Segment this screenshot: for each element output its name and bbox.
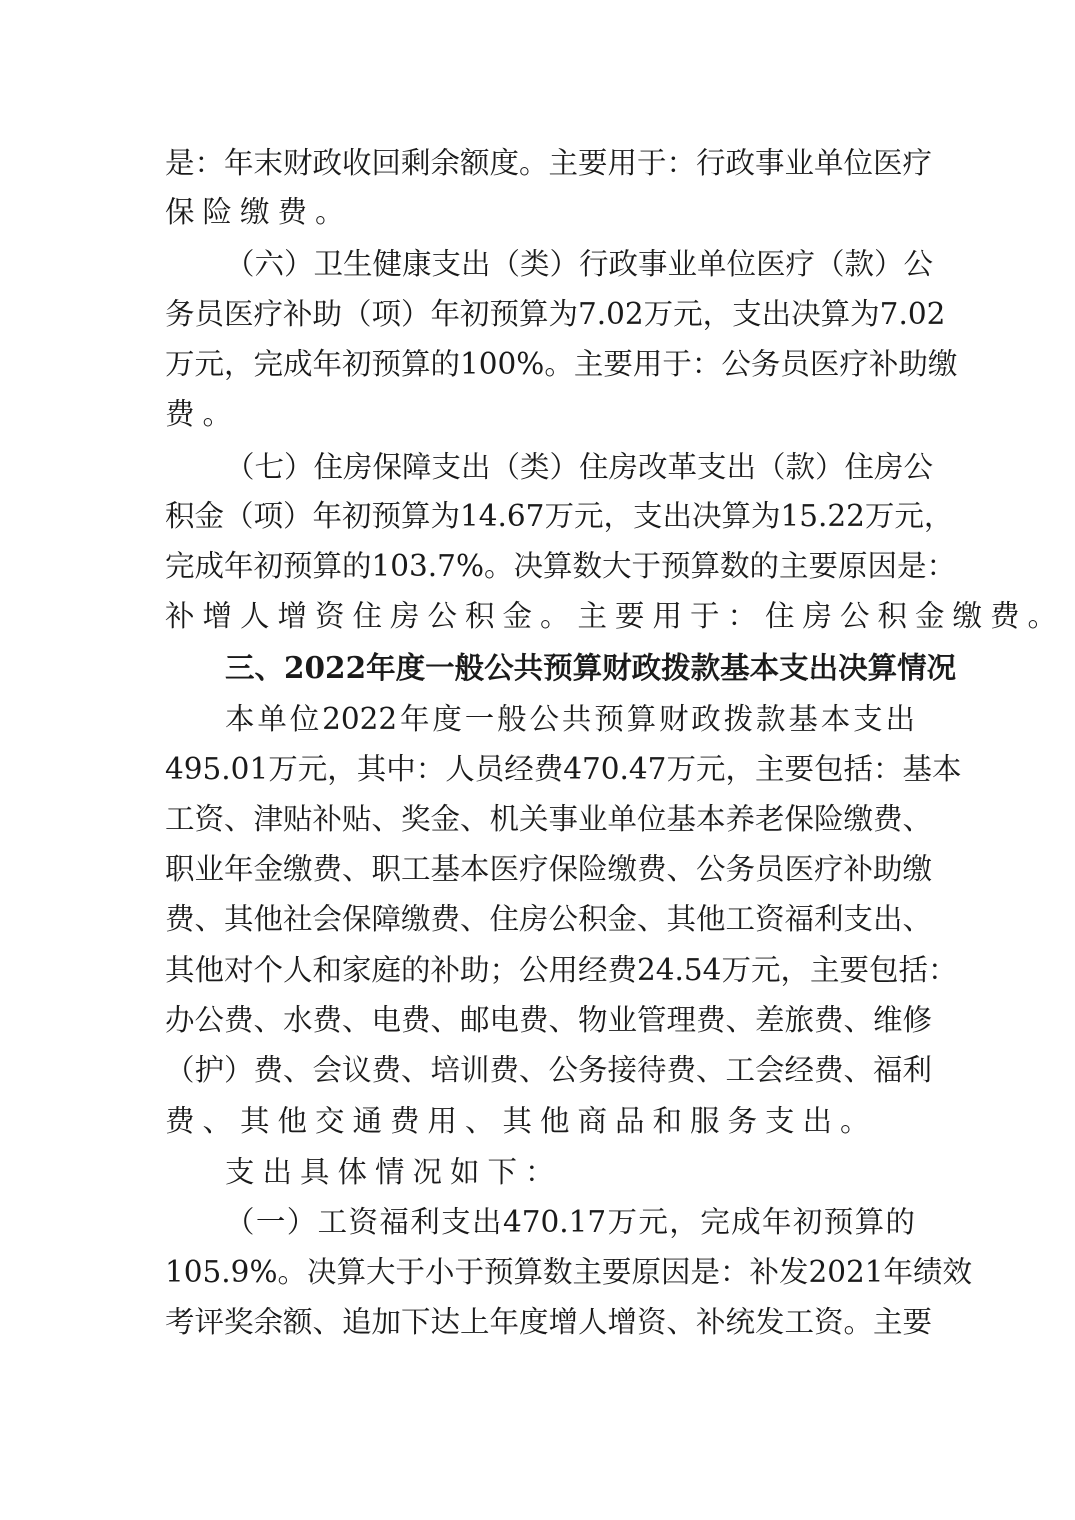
text-line: 工资、津贴补贴、奖金、机关事业单位基本养老保险缴费、: [165, 802, 933, 836]
text-line: （六）卫生健康支出（类）行政事业单位医疗（款）公: [225, 247, 934, 281]
text-line: （护）费、会议费、培训费、公务接待费、工会经费、福利: [165, 1053, 933, 1087]
text-line: 职业年金缴费、职工基本医疗保险缴费、公务员医疗补助缴: [165, 852, 933, 886]
section-heading: 三、2022年度一般公共预算财政拨款基本支出决算情况: [225, 650, 957, 685]
text-line: 完成年初预算的103.7%。决算数大于预算数的主要原因是：: [165, 549, 956, 583]
text-line: 办公费、水费、电费、邮电费、物业管理费、差旅费、维修: [165, 1003, 933, 1037]
text-line: （一）工资福利支出470.17万元，完成年初预算的: [225, 1205, 915, 1239]
text-line: 保险缴费。: [165, 195, 353, 229]
text-line: 考评奖余额、追加下达上年度增人增资、补统发工资。主要: [165, 1305, 933, 1339]
text-line: （七）住房保障支出（类）住房改革支出（款）住房公: [225, 450, 934, 484]
text-line: 补增人增资住房公积金。主要用于：住房公积金缴费。: [165, 599, 1066, 633]
text-line: 费、其他交通费用、其他商品和服务支出。: [165, 1104, 878, 1138]
text-line: 务员医疗补助（项）年初预算为7.02万元，支出决算为7.02: [165, 297, 946, 331]
text-line: 积金（项）年初预算为14.67万元，支出决算为15.22万元，: [165, 499, 954, 533]
text-line: 495.01万元，其中：人员经费470.47万元，主要包括：基本: [165, 752, 962, 786]
text-line: 费。: [165, 397, 241, 431]
text-line: 万元，完成年初预算的100%。主要用于：公务员医疗补助缴: [165, 347, 958, 381]
text-line: 105.9%。决算大于小于预算数主要原因是：补发2021年绩效: [165, 1255, 973, 1289]
text-line: 是：年末财政收回剩余额度。主要用于：行政事业单位医疗: [165, 146, 933, 180]
text-line: 本单位2022年度一般公共预算财政拨款基本支出: [225, 702, 915, 736]
text-line: 费、其他社会保障缴费、住房公积金、其他工资福利支出、: [165, 902, 933, 936]
text-line: 支出具体情况如下：: [225, 1155, 563, 1189]
text-line: 其他对个人和家庭的补助；公用经费24.54万元，主要包括：: [165, 953, 958, 987]
